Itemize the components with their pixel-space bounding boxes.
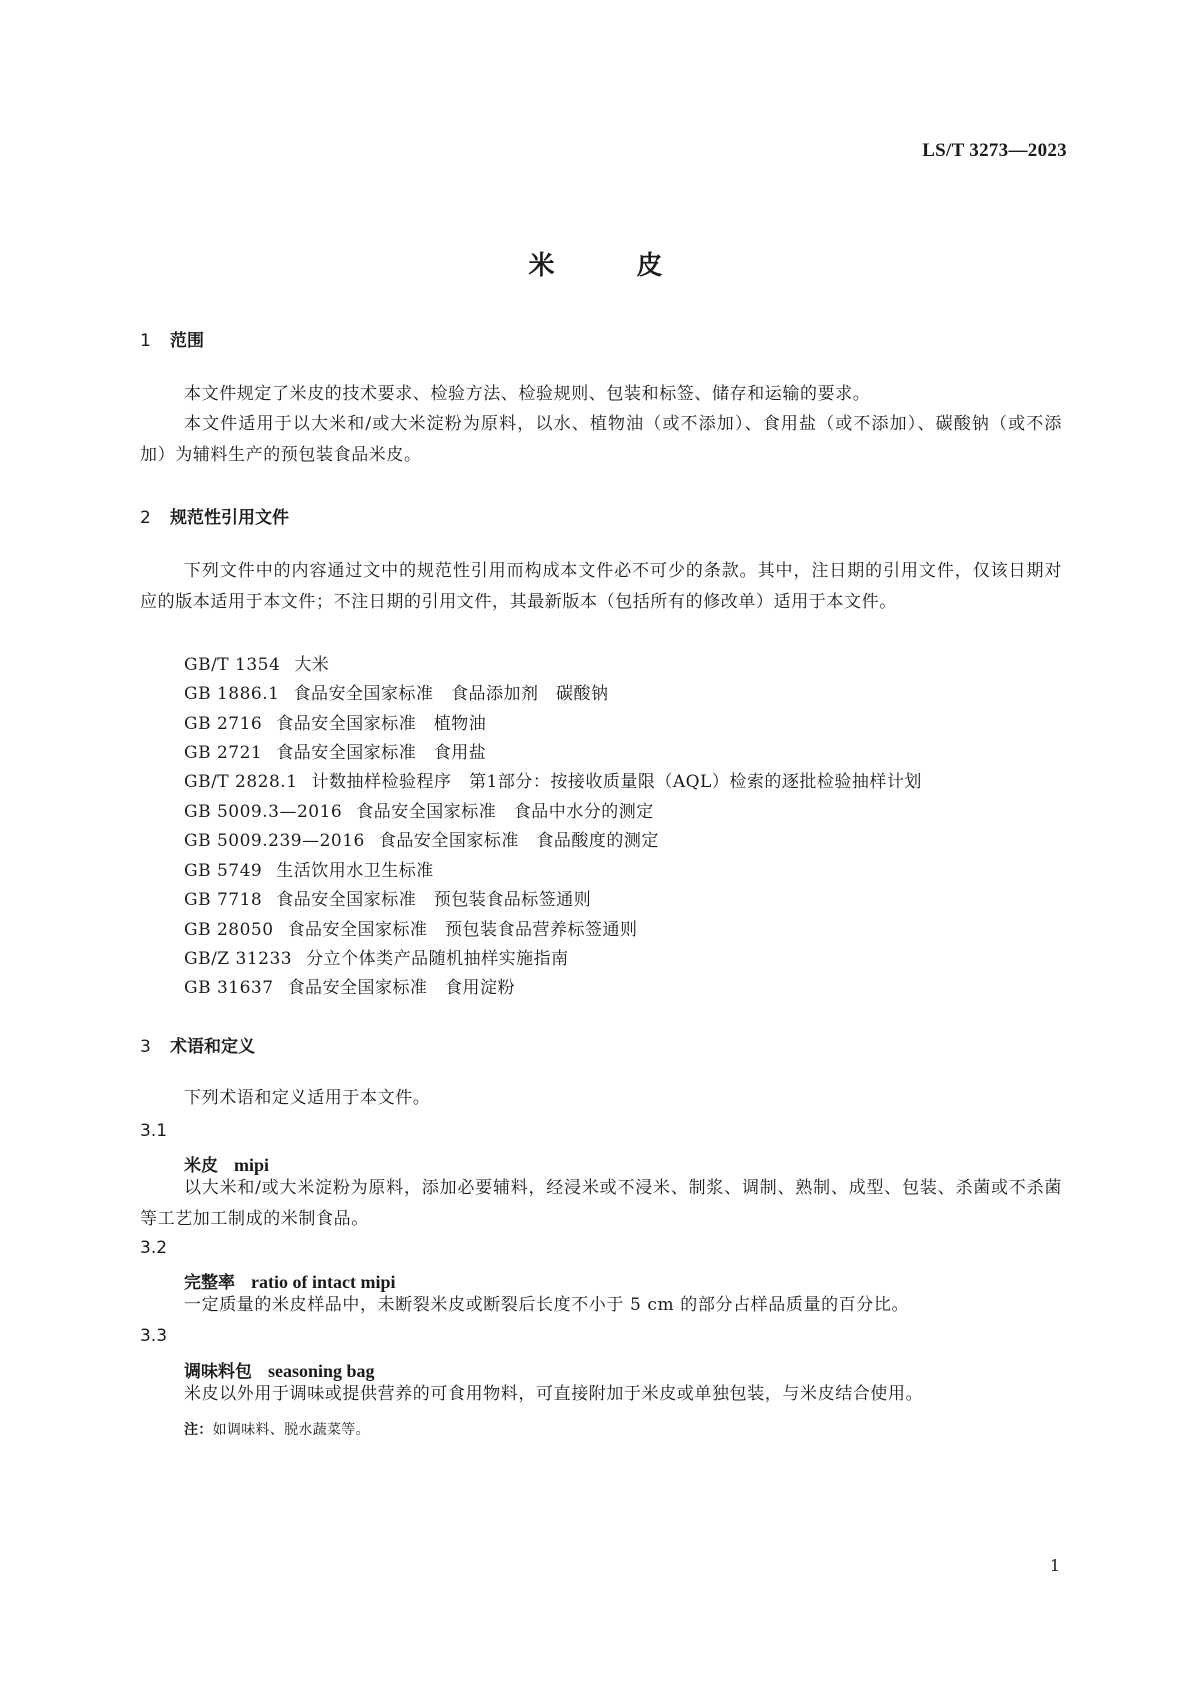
reference-code: GB/T 1354 [184,655,281,675]
section-2-heading [140,503,289,528]
reference-title: 食品安全国家标准 植物油 [276,714,487,734]
note-label: 注： [184,1422,213,1438]
term-definition: 以大米和/或大米淀粉为原料，添加必要辅料，经浸米或不浸米、制浆、调制、熟制、成型、包装、杀菌或不杀菌等工艺加工制成的米制食品。 [140,1178,1062,1229]
section-3-paragraph-1: 下列术语和定义适用于本文件。 [184,1088,431,1108]
reference-item [184,679,608,704]
term-en: ratio of intact mipi [251,1272,396,1292]
section-3-heading [140,1032,255,1057]
reference-title: 食品安全国家标准 预包装食品营养标签通则 [287,920,638,940]
reference-title: 食品安全国家标准 食品添加剂 碳酸钠 [293,684,609,704]
title-char-2: 皮 [636,251,663,281]
reference-item [184,856,434,881]
section-number: 1 [140,331,151,351]
reference-title: 食品安全国家标准 预包装食品标签通则 [276,890,592,910]
reference-title: 食品安全国家标准 食用盐 [276,743,487,763]
reference-item [184,709,486,734]
reference-code: GB 5009.3—2016 [184,802,343,822]
term-en: mipi [234,1155,270,1175]
reference-code: GB 5749 [184,861,263,881]
reference-code: GB/Z 31233 [184,949,293,969]
term-zh: 米皮 [184,1156,218,1176]
term-zh: 完整率 [184,1273,235,1293]
reference-item [184,767,922,792]
reference-item [184,915,638,940]
reference-item [184,797,654,822]
document-title [0,245,1191,282]
reference-item [184,973,515,998]
reference-item [184,826,659,851]
section-title: 范围 [170,331,204,351]
section-1-paragraph-1: 本文件规定了米皮的技术要求、检验方法、检验规则、包装和标签、储存和运输的要求。 [184,384,871,404]
section-1-heading [140,326,204,351]
note-text: 如调味料、脱水蔬菜等。 [212,1422,370,1438]
page-number: 1 [1049,1556,1060,1575]
reference-code: GB 31637 [184,978,274,998]
reference-title: 计数抽样检验程序 第1部分：按接收质量限（AQL）检索的逐批检验抽样计划 [311,772,922,792]
section-2-paragraph-1: 下列文件中的内容通过文中的规范性引用而构成本文件必不可少的条款。其中，注日期的引用文件，仅该日期对应的版本适用于本文件；不注日期的引用文件，其最新版本（包括所有的修改单）适用于本文件。 [140,561,1062,612]
reference-title: 生活饮用水卫生标准 [276,861,434,881]
clause-number: 3.2 [140,1238,168,1258]
reference-title: 食品安全国家标准 食品中水分的测定 [356,802,654,822]
document-code: LS/T 3273—2023 [922,140,1067,161]
reference-item [184,650,329,675]
reference-title: 食品安全国家标准 食用淀粉 [287,978,516,998]
clause-number: 3.3 [140,1326,168,1346]
reference-code: GB 2716 [184,714,263,734]
reference-code: GB 28050 [184,920,274,940]
section-number: 2 [140,508,151,528]
reference-code: GB 1886.1 [184,684,280,704]
title-char-1: 米 [528,251,555,281]
reference-item [184,738,486,763]
term-definition: 一定质量的米皮样品中，未断裂米皮或断裂后长度不小于 5 cm 的部分占样品质量的百分比。 [184,1295,910,1315]
section-title: 规范性引用文件 [170,508,289,528]
reference-code: GB 5009.239—2016 [184,831,365,851]
reference-item [184,885,591,910]
reference-code: GB 7718 [184,890,263,910]
reference-item [184,944,569,969]
section-number: 3 [140,1037,151,1057]
clause-number: 3.1 [140,1121,168,1141]
reference-code: GB 2721 [184,743,263,763]
reference-title: 大米 [294,655,330,675]
reference-title: 食品安全国家标准 食品酸度的测定 [378,831,659,851]
term-zh: 调味料包 [184,1362,252,1382]
reference-title: 分立个体类产品随机抽样实施指南 [306,949,569,969]
section-title: 术语和定义 [170,1037,255,1057]
term-note [184,1419,370,1439]
term-en: seasoning bag [268,1361,375,1381]
term-definition: 米皮以外用于调味或提供营养的可食用物料，可直接附加于米皮或单独包装，与米皮结合使用。 [184,1384,924,1404]
reference-code: GB/T 2828.1 [184,772,298,792]
section-1-paragraph-2: 本文件适用于以大米和/或大米淀粉为原料，以水、植物油（或不添加）、食用盐（或不添加）、碳酸钠（或不添加）为辅料生产的预包装食品米皮。 [140,414,1062,465]
